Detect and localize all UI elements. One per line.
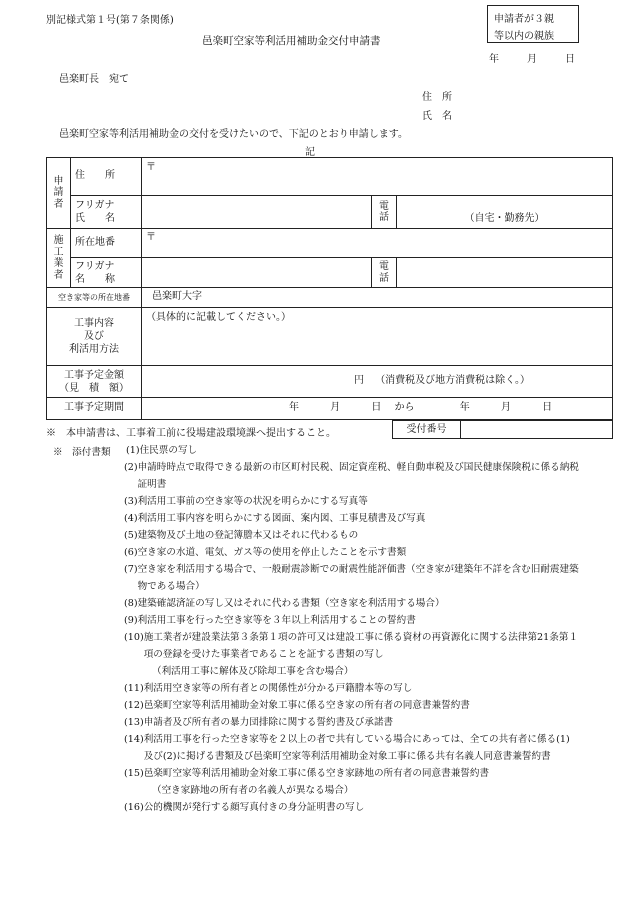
intro-text: 邑楽町空家等利活用補助金の交付を受けたいので、下記のとおり申請します。 xyxy=(59,129,408,140)
relation-box-line1: 申請者が３親 xyxy=(494,14,554,25)
applicant-group-label: 申 請 者 xyxy=(47,158,71,229)
applicant-name-label: 氏 名 xyxy=(422,111,452,122)
applicant-address-field[interactable] xyxy=(142,158,613,196)
attachment-item: (2) 申請時時点で取得できる最新の市区町村民税、固定資産税、軽自動車税及び国民健康保険税に係る納税証明書 xyxy=(124,462,579,490)
vacant-location-value: 邑楽町大字 xyxy=(152,291,202,303)
phone-note: （自宅・勤務先） xyxy=(464,212,545,224)
relation-box-line2: 等以内の親族 xyxy=(494,31,554,42)
attachment-item: (14) 利活用工事を行った空き家等を２以上の者で共有している場合にあっては、全ての共有者に係る(1)及び(2)に掲げる書類及び邑楽町空家等利活用補助金対象工事に係る共有名義人同意書兼誓約書 xyxy=(124,734,570,762)
applicant-address-row xyxy=(47,158,613,196)
contractor-name-field[interactable] xyxy=(142,258,372,288)
attachment-item: (13) 申請者及び所有者の暴力団排除に関する誓約書及び承諾書 xyxy=(124,717,394,728)
period-start-day: 日 xyxy=(371,402,382,414)
contractor-location-field[interactable] xyxy=(142,229,613,258)
cost-unit: 円 xyxy=(354,375,364,387)
applicant-name-field[interactable] xyxy=(142,196,372,229)
attachment-item-note: （空き家跡地の所有者の名義人が異なる場合） xyxy=(152,785,354,796)
ki-label: 記 xyxy=(305,147,315,158)
attachment-item: (16) 公的機関が発行する顔写真付きの身分証明書の写し xyxy=(124,802,365,813)
cost-field[interactable] xyxy=(142,366,613,398)
vacant-location-label: 空き家等の所在地番 xyxy=(47,288,142,308)
attachment-item: (9) 利活用工事を行った空き家等を３年以上利活用することの誓約書 xyxy=(124,615,416,626)
attachments-list xyxy=(124,442,579,816)
date-year: 年 xyxy=(489,54,499,65)
attachments-heading: ※ 添付書類 xyxy=(53,447,111,458)
furigana-company-label: フリガナ 名 称 xyxy=(71,258,142,288)
attachment-item: (8) 建築確認済証の写し又はそれに代わる書類（空き家を利活用する場合） xyxy=(124,598,445,609)
attachment-item: (12) 邑楽町空家等利活用補助金対象工事に係る空き家の所有者の同意書兼誓約書 xyxy=(124,700,470,711)
contractor-phone-field[interactable] xyxy=(397,258,613,288)
postal-mark: 〒 xyxy=(146,162,156,173)
attachment-item: (3) 利活用工事前の空き家等の状況を明らかにする写真等 xyxy=(124,496,368,507)
attachment-item: (6) 空き家の水道、電気、ガス等の使用を停止したことを示す書類 xyxy=(124,547,407,558)
contractor-name-row xyxy=(47,258,613,288)
address-label: 住 所 xyxy=(71,158,142,196)
contractor-location-row xyxy=(47,229,613,258)
contractor-postal-mark: 〒 xyxy=(146,232,156,243)
attachment-item: (1) 住民票の写し xyxy=(126,445,198,456)
vacant-location-row xyxy=(47,288,613,308)
attachment-item: (7) 空き家を利活用する場合で、一般耐震診断での耐震性能評価書（空き家が建築年不詳を含む旧耐震建築物である場合） xyxy=(124,564,579,592)
period-end-year: 年 xyxy=(459,402,470,414)
attachment-item: (4) 利活用工事内容を明らかにする図面、案内図、工事見積書及び写真 xyxy=(124,513,426,524)
cost-row xyxy=(47,366,613,398)
work-note: （具体的に記載してください。） xyxy=(146,312,291,323)
period-field[interactable] xyxy=(142,398,613,420)
application-form-table xyxy=(46,157,613,420)
receipt-number-field[interactable] xyxy=(461,421,612,438)
contractor-phone-label: 電 話 xyxy=(372,258,397,288)
period-from: から xyxy=(394,402,415,414)
submission-note: ※ 本申請書は、工事着工前に役場建設環境課へ提出すること。 xyxy=(46,428,336,439)
attachment-item: (5) 建築物及び土地の登記簿謄本又はそれに代わるもの xyxy=(124,530,359,541)
phone-label: 電 話 xyxy=(372,196,397,229)
period-row xyxy=(47,398,613,420)
date-day: 日 xyxy=(565,54,575,65)
attachment-item: (10) 施工業者が建設業法第３条第１項の許可又は建設工事に係る資材の再資源化に関する法律第21条第１項の登録を受けた事業者であることを証する書類の写し xyxy=(124,632,579,660)
cost-note: （消費税及び地方消費税は除く。） xyxy=(375,375,530,387)
date-month: 月 xyxy=(527,54,537,65)
period-end-month: 月 xyxy=(500,402,511,414)
applicant-address-label: 住 所 xyxy=(422,92,452,103)
document-title: 邑楽町空家等利活用補助金交付申請書 xyxy=(202,35,381,47)
contractor-group-label: 施 工 業 者 xyxy=(47,229,71,288)
furigana-name-label: フリガナ 氏 名 xyxy=(71,196,142,229)
receipt-label: 受付番号 xyxy=(393,421,461,438)
attachment-item-note: （利活用工事に解体及び除却工事を含む場合） xyxy=(152,666,354,677)
period-label: 工事予定期間 xyxy=(47,398,142,420)
attachment-item: (11) 利活用空き家等の所有者との関係性が分かる戸籍謄本等の写し xyxy=(124,683,413,694)
work-content-row xyxy=(47,308,613,366)
period-start-month: 月 xyxy=(330,402,341,414)
work-content-field[interactable] xyxy=(142,308,613,366)
cost-label: 工事予定金額 （見 積 額） xyxy=(47,366,142,398)
form-number: 別記様式第１号(第７条関係) xyxy=(46,15,174,26)
period-end-day: 日 xyxy=(542,402,553,414)
receipt-box xyxy=(392,420,613,439)
vacant-location-field[interactable] xyxy=(142,288,613,308)
relation-box xyxy=(487,5,579,43)
applicant-phone-field[interactable] xyxy=(397,196,613,229)
applicant-name-row xyxy=(47,196,613,229)
location-label: 所在地番 xyxy=(71,229,142,258)
period-start-year: 年 xyxy=(289,402,299,414)
work-content-label: 工事内容 及び 利活用方法 xyxy=(47,308,142,366)
attachment-item: (15) 邑楽町空家等利活用補助金対象工事に係る空き家跡地の所有者の同意書兼誓約書 xyxy=(124,768,490,779)
addressee: 邑楽町長 宛て xyxy=(59,74,129,85)
